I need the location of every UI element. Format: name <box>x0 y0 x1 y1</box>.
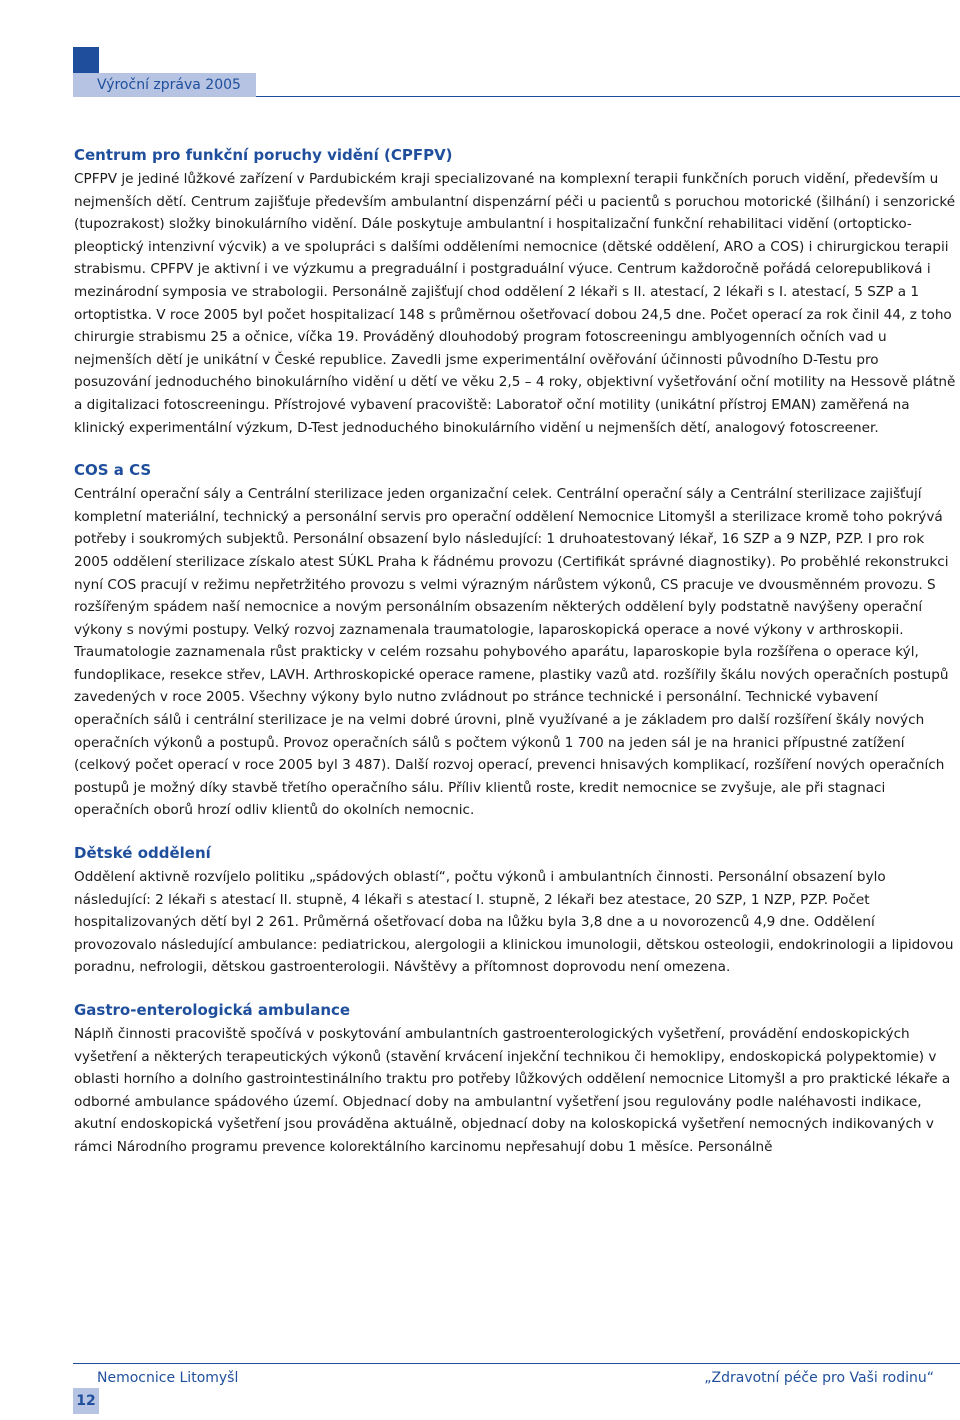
footer-rule <box>73 1363 960 1364</box>
section-heading: Centrum pro funkční poruchy vidění (CPFPV) <box>74 146 453 164</box>
section-body: CPFPV je jediné lůžkové zařízení v Pardubickém kraji specializované na komplexní terapii funkčních poruch vidění, především u nejmenších dětí. Centrum zajišťuje především ambulantní dispenzární péči u pacientů s poruchou motorické (šilhání) i senzorické (tupozrakost) složky binokulárního vidění. Dále poskytuje ambulantní i hospitalizační funkční rehabilitaci vidění (ortopticko-pleoptický intenzivní výcvik) a ve spolupráci s dalšími odděleními nemocnice (dětské oddělení, ARO a COS) i chirurgickou terapii strabismu. CPFPV je aktivní i ve výzkumu a pregraduální i postgraduální výuce. Centrum každoročně pořádá celorepubliková i mezinárodní symposia ve strabologii. Personálně zajišťují chod oddělení 2 lékaři s II. atestací, 2 lékaři s I. atestací, 5 SZP a 1 ortoptistka. V roce 2005 byl počet hospitalizací 148 s průměrnou ošetřovací dobou 24,5 dne. Počet operací za rok činil 44, z toho chirurgie strabismu 25 a očnice, víčka 19. Prováděný dlouhodobý program fotoscreeningu amblyogenních očních vad u nejmenších dětí je unikátní v České republice. Zavedli jsme experimentální ověřování účinnosti původního D-Testu pro posuzování jednoduchého binokulárního vidění u dětí ve věku 2,5 – 4 roky, objektivní vyšetřování oční motility na Hessově plátně a digitalizaci fotoscreeningu. Přístrojové vybavení pracoviště: Laboratoř oční motility (unikátní přístroj EMAN) zaměřená na klinický experimentální výzkum, D-Test jednoduchého binokulárního vidění u nejmenších dětí, analogový fotoscreener. <box>74 171 956 436</box>
header-accent-square <box>73 47 99 73</box>
section-heading: Dětské oddělení <box>74 844 211 863</box>
report-title: Výroční zpráva 2005 <box>97 77 241 93</box>
section-body: Oddělení aktivně rozvíjelo politiku „spádových oblastí“, počtu výkonů i ambulantních činnosti. Personální obsazení bylo následující: 2 lékaři s atestací II. stupně, 4 lékaři s atestací I. stupně, 2 lékaři bez atestace, 20 SZP, 1 NZP, PZP. Počet hospitalizovaných dětí byl 2 261. Průměrná ošetřovací doba na lůžku byla 3,8 dne a u novorozenců 4,9 dne. Oddělení provozovalo následující ambulance: pediatrickou, alergologii a klinickou imunologii, dětskou osteologii, endokrinologii a lipidovou poradnu, nefrologii, dětskou gastroenterologii. Návštěvy a přítomnost doprovodu není omezena. <box>74 869 954 976</box>
section-gastro <box>74 999 956 1159</box>
section-cpfpv <box>74 144 956 439</box>
header-rule <box>256 96 960 97</box>
footer-slogan: „Zdravotní péče pro Vaši rodinu“ <box>704 1370 934 1386</box>
footer-hospital-name: Nemocnice Litomyšl <box>97 1370 239 1386</box>
section-heading: COS a CS <box>74 461 152 480</box>
section-detske-oddeleni <box>74 842 956 979</box>
page-content <box>74 144 956 1179</box>
section-body: Centrální operační sály a Centrální sterilizace jeden organizační celek. Centrální operační sály a Centrální sterilizace zajišťují kompletní materiální, technický a personální servis pro operační oddělení Nemocnice Litomyšl a sterilizace kromě toho pokrývá potřeby i soukromých subjektů. Personální obsazení bylo následující: 1 druhoatestovaný lékař, 16 SZP a 9 NZP, PZP. I pro rok 2005 oddělení sterilizace získalo atest SÚKL Praha k řádnému provozu (Certifikát správné diagnostiky). Po proběhlé rekonstrukci nyní COS pracují v režimu nepřetržitého provozu s velmi výrazným nárůstem výkonů, CS pracuje ve dvousměnném provozu. S rozšířeným spádem naší nemocnice a novým personálním obsazením některých oddělení byly podstatně navýšeny operační výkony s novými postupy. Velký rozvoj zaznamenala traumatologie, laparoskopická operace a nové výkony v arthroskopii. Traumatologie zaznamenala růst prakticky v celém rozsahu pohybového aparátu, laparoskopie byla rozšířena o operace kýl, fundoplikace, resekce střev, LAVH. Arthroskopické operace ramene, plastiky vazů atd. rozšířily škálu nových operačních postupů zavedených v roce 2005. Všechny výkony bylo nutno zvládnout po stránce technické i personální. Technické vybavení operačních sálů i centrální sterilizace je na velmi dobré úrovni, plně využívané a je základem pro další rozšíření škály nových operačních výkonů a postupů. Provoz operačních sálů s počtem výkonů 1 700 na jeden sál je na hranici přípustné zatížení (celkový počet operací v roce 2005 byl 3 487). Další rozvoj operací, prevenci hnisavých komplikací, rozšíření nových operačních postupů je možný díky stavbě třetího operačního sálu. Příliv klientů roste, kredit nemocnice se zvyšuje, ale při stagnaci operačních oborů hrozí odliv klientů do okolních nemocnic. <box>74 486 949 819</box>
section-heading: Gastro-enterologická ambulance <box>74 1001 351 1019</box>
page-number: 12 <box>73 1388 99 1414</box>
section-cos-cs <box>74 459 956 822</box>
section-body: Náplň činnosti pracoviště spočívá v poskytování ambulantních gastroenterologických vyšetření, provádění endoskopických vyšetření a některých terapeutických výkonů (stavění krvácení injekční technikou či hemoklipy, endoskopická polypektomie) v oblasti horního a dolního gastrointestinálního traktu pro potřeby lůžkových oddělení nemocnice Litomyšl a pro praktické lékaře a odborné ambulance spádového území. Objednací doby na ambulantní vyšetření jsou regulovány podle naléhavosti indikace, akutní endoskopická vyšetření jsou prováděna aktuálně, objednací doby na koloskopická vyšetření nemocných indikovaných v rámci Národního programu prevence kolorektálního karcinomu nepřesahují dobu 1 měsíce. Personálně <box>74 1026 951 1155</box>
